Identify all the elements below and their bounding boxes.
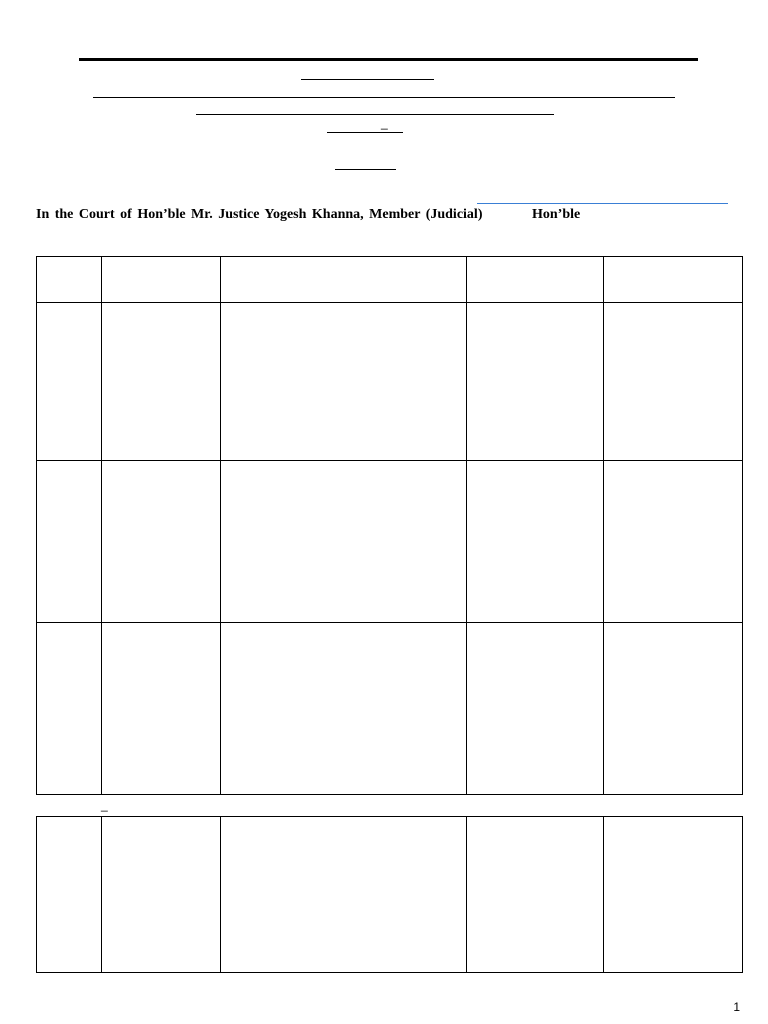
table-row	[37, 303, 743, 461]
table-row	[37, 817, 743, 973]
header-rule-1	[301, 79, 434, 80]
header-dash-mark: _	[381, 116, 388, 130]
table-cell	[102, 303, 221, 461]
table-cell	[467, 461, 604, 623]
table-gap-dash-mark: _	[101, 798, 108, 812]
table-row	[37, 461, 743, 623]
court-heading	[36, 207, 581, 223]
table-cell	[221, 623, 467, 795]
court-heading-honble: Hon’ble	[532, 207, 581, 222]
header-rule-3	[196, 114, 554, 115]
table-cell	[467, 303, 604, 461]
table-cell	[467, 623, 604, 795]
table-cell	[102, 817, 221, 973]
table-header-row	[37, 257, 743, 303]
table-cell	[604, 817, 743, 973]
continuation-table	[36, 816, 743, 973]
table-cell	[102, 257, 221, 303]
header-rule-5	[335, 169, 396, 170]
table-cell	[221, 303, 467, 461]
table-cell	[37, 461, 102, 623]
table-cell	[221, 257, 467, 303]
main-table	[36, 256, 743, 795]
table-cell	[37, 623, 102, 795]
table-row	[37, 623, 743, 795]
table-cell	[467, 817, 604, 973]
table-cell	[604, 461, 743, 623]
table-cell	[221, 461, 467, 623]
top-thick-rule	[79, 58, 698, 61]
header-rule-4	[327, 132, 403, 133]
header-rule-2	[93, 97, 675, 98]
table-cell	[102, 623, 221, 795]
page-number: 1	[733, 1000, 740, 1014]
court-heading-text: In the Court of Hon’ble Mr. Justice Yogesh Khanna, Member (Judicial)	[36, 207, 483, 222]
table-cell	[604, 623, 743, 795]
hyperlink-underline[interactable]	[477, 203, 728, 204]
table-cell	[102, 461, 221, 623]
table-cell	[604, 257, 743, 303]
table-cell	[221, 817, 467, 973]
table-cell	[37, 257, 102, 303]
table-cell	[37, 817, 102, 973]
table-cell	[37, 303, 102, 461]
table-cell	[604, 303, 743, 461]
table-cell	[467, 257, 604, 303]
